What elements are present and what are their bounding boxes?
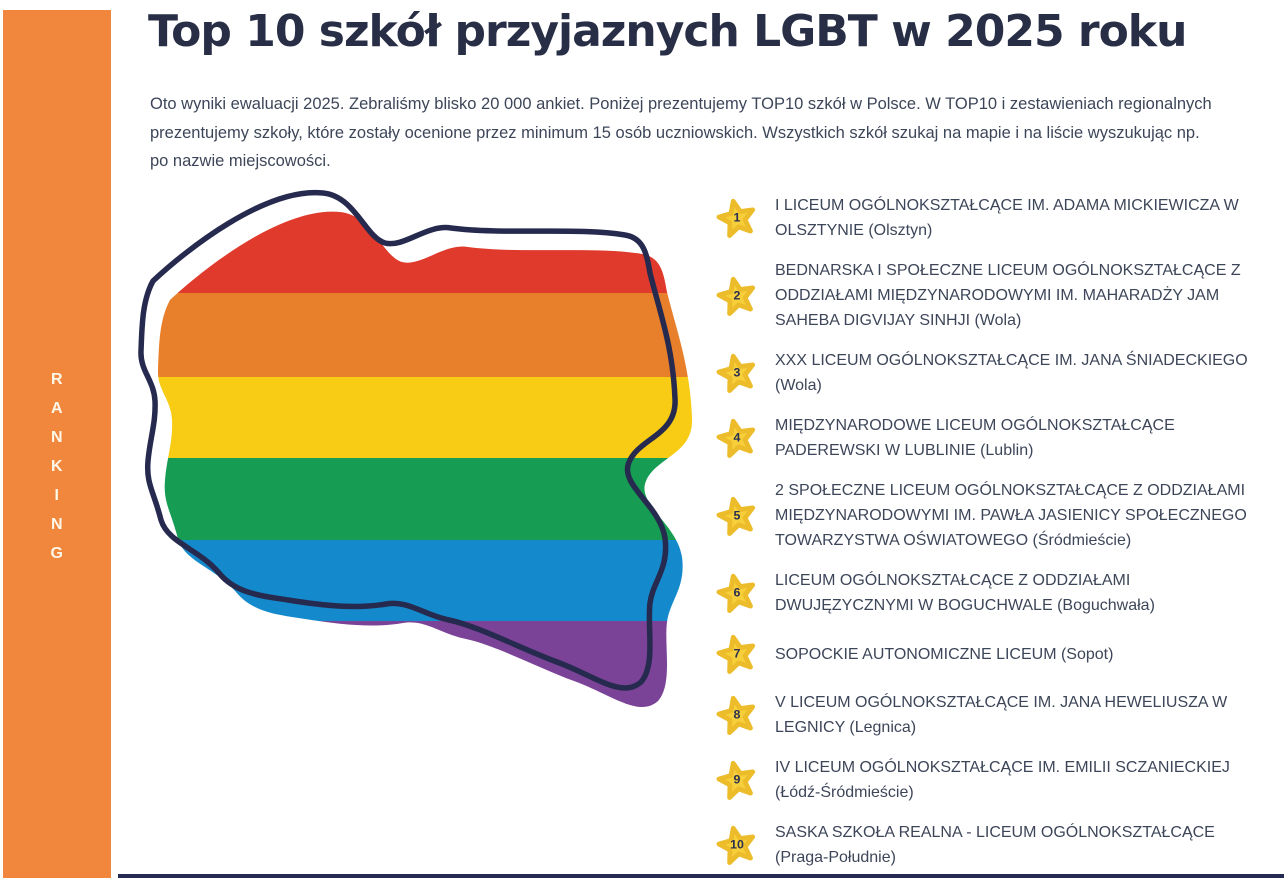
rank-star-icon (716, 417, 758, 459)
stripe-orange (144, 293, 700, 377)
stripe-green (144, 458, 700, 540)
school-name: I LICEUM OGÓLNOKSZTAŁCĄCE IM. ADAMA MICKIEWICZA W OLSZTYNIE (Olsztyn) (775, 197, 1239, 239)
sidebar-letter: G (50, 545, 64, 562)
rainbow-stripes (144, 194, 700, 710)
rank-number: 1 (733, 210, 741, 225)
poland-rainbow-map (118, 168, 718, 736)
school-name: IV LICEUM OGÓLNOKSZTAŁCĄCE IM. EMILII SCZANIECKIEJ (Łódź-Śródmieście) (775, 759, 1230, 801)
school-name: MIĘDZYNARODOWE LICEUM OGÓLNOKSZTAŁCĄCE PADEREWSKI W LUBLINIE (Lublin) (775, 417, 1175, 459)
sidebar-letter: K (50, 458, 64, 475)
rank-star-icon (716, 275, 758, 317)
stripe-yellow (144, 377, 700, 458)
rank-number: 4 (733, 430, 741, 445)
rank-number: 5 (733, 507, 741, 522)
rank-star-icon (716, 759, 758, 801)
school-name: LICEUM OGÓLNOKSZTAŁCĄCE Z ODDZIAŁAMI DWUJĘZYCZNYMI W BOGUCHWALE (Boguchwała) (775, 572, 1155, 614)
rank-star-icon (716, 352, 758, 394)
stripe-red (144, 194, 700, 293)
school-name: XXX LICEUM OGÓLNOKSZTAŁCĄCE IM. JANA ŚNIADECKIEGO (Wola) (775, 352, 1248, 394)
rank-number: 7 (733, 646, 741, 661)
sidebar-letter: R (50, 371, 64, 388)
rank-star-icon (716, 197, 758, 239)
stripe-purple (144, 621, 700, 710)
sidebar-letter: I (54, 487, 60, 504)
rank-star-icon (716, 694, 758, 736)
sidebar-letter: A (50, 400, 64, 417)
ranking-item-6 (716, 568, 1264, 618)
ranking-item-10 (716, 820, 1264, 870)
page-title: Top 10 szkół przyjaznych LGBT w 2025 roku (148, 6, 1187, 57)
school-name: SASKA SZKOŁA REALNA - LICEUM OGÓLNOKSZTAŁCĄCE (Praga-Południe) (775, 824, 1215, 866)
intro-text: Oto wyniki ewaluacji 2025. Zebraliśmy blisko 20 000 ankiet. Poniżej prezentujemy TOP10 szkół w Polsce. W TOP10 i zestawieniach regionalnych prezentujemy szkoły, które zostały ocenione przez minimum 15 osób uczniowskich. Wszystkich szkół szukaj na mapie i na liście wyszukując np. po nazwie miejscowości. (150, 95, 1212, 170)
poland-map-svg (118, 168, 718, 736)
rank-number: 10 (730, 837, 744, 852)
sidebar-letter: N (50, 429, 64, 446)
rank-number: 9 (733, 772, 741, 787)
bottom-divider-bar (118, 874, 1284, 878)
ranking-list (716, 193, 1264, 870)
ranking-item-9 (716, 755, 1264, 805)
rank-number: 8 (733, 707, 741, 722)
sidebar-tab-ranking[interactable] (3, 10, 111, 878)
rank-star-icon (716, 572, 758, 614)
ranking-item-2 (716, 258, 1264, 333)
school-name: 2 SPOŁECZNE LICEUM OGÓLNOKSZTAŁCĄCE Z ODDZIAŁAMI MIĘDZYNARODOWYMI IM. PAWŁA JASIENICY SPOŁECZNEGO TOWARZYSTWA OŚWIATOWEGO (Śródmieście) (775, 482, 1247, 549)
rank-star-icon (716, 495, 758, 537)
sidebar-ranking-label (3, 371, 111, 563)
school-name: V LICEUM OGÓLNOKSZTAŁCĄCE IM. JANA HEWELIUSZA W LEGNICY (Legnica) (775, 694, 1228, 736)
school-name: BEDNARSKA I SPOŁECZNE LICEUM OGÓLNOKSZTAŁCĄCE Z ODDZIAŁAMI MIĘDZYNARODOWYMI IM. MAHARADŻY JAM SAHEBA DIGVIJAY SINHJI (Wola) (775, 262, 1241, 329)
ranking-item-7 (716, 633, 1264, 675)
ranking-item-4 (716, 413, 1264, 463)
rank-star-icon (716, 824, 758, 866)
rank-number: 2 (733, 287, 741, 302)
rank-star-icon (716, 633, 758, 675)
school-name: SOPOCKIE AUTONOMICZNE LICEUM (Sopot) (775, 645, 1114, 663)
ranking-item-5 (716, 478, 1264, 553)
ranking-item-8 (716, 690, 1264, 740)
rank-number: 6 (733, 585, 741, 600)
sidebar-letter: N (50, 516, 64, 533)
ranking-item-1 (716, 193, 1264, 243)
rank-number: 3 (733, 365, 741, 380)
ranking-item-3 (716, 348, 1264, 398)
